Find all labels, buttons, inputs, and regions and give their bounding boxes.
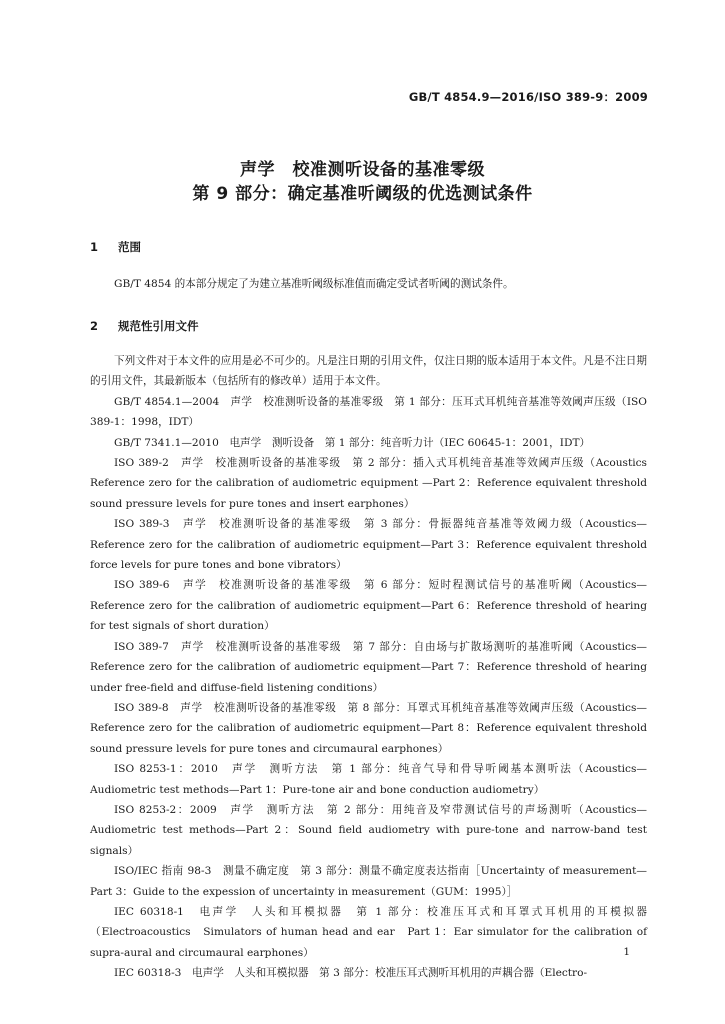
reference-entry: ISO 389-3 声学 校准测听设备的基准零级 第 3 部分：骨振器纯音基准等效阈力级（Acoustics—Reference zero for the calibration of audiometric equipment—Part 3：Reference equivalent threshold force levels for pure tones and bone vibrators） — [90, 518, 647, 572]
reference-entry: ISO 389-7 声学 校准测听设备的基准零级 第 7 部分：自由场与扩散场测听的基准听阈（Acoustics—Reference zero for the calibration of audiometric equipment—Part 7：Reference threshold of hearing under free-field and diffuse-field listening conditions） — [90, 640, 647, 694]
page-number: 1 — [623, 946, 630, 958]
standard-code: GB/T 4854.9—2016/ISO 389-9：2009 — [408, 90, 648, 104]
section-number: 2 — [90, 319, 99, 333]
reference-entry: ISO/IEC 指南 98-3 测量不确定度 第 3 部分：测量不确定度表达指南［Uncertainty of measurement—Part 3：Guide to the expession of uncertainty in measurement（GUM：1995）］ — [90, 865, 647, 898]
reference-entry: ISO 389-2 声学 校准测听设备的基准零级 第 2 部分：插入式耳机纯音基准等效阈声压级（Acoustics Reference zero for the calibration of audiometric equipment —Part 2：Reference equivalent threshold sound pressure levels for pure tones and insert earphones） — [90, 457, 658, 510]
paragraph: 下列文件对于本文件的应用是必不可少的。凡是注日期的引用文件，仅注日期的版本适用于本文件。凡是不注日期的引用文件，其最新版本（包括所有的修改单）适用于本文件。 — [90, 355, 647, 388]
document-title-line-1: 声学 校准测听设备的基准零级 — [240, 160, 485, 180]
section-1-heading — [90, 239, 141, 255]
section-1-body — [90, 274, 647, 294]
section-title: 范围 — [118, 240, 141, 254]
reference-entry: IEC 60318-1 电声学 人头和耳模拟器 第 1 部分：校准压耳式和耳罩式耳机用的耳模拟器（Electroacoustics Simulators of human head and ear Part 1：Ear simulator for the calibration of supra-aural and circumaural earphones） — [90, 905, 647, 959]
reference-entry: IEC 60318-3 电声学 人头和耳模拟器 第 3 部分：校准压耳式测听耳机用的声耦合器（Electro- — [114, 967, 588, 980]
reference-entry: ISO 8253-1：2010 声学 测听方法 第 1 部分：纯音气导和骨导听阈基本测听法（Acoustics—Audiometric test methods—Part 1：Pure-tone air and bone conduction audiometry） — [90, 763, 647, 796]
section-2-heading — [90, 318, 199, 334]
reference-entry: ISO 389-6 声学 校准测听设备的基准零级 第 6 部分：短时程测试信号的基准听阈（Acoustics—Reference zero for the calibration of audiometric equipment—Part 6：Reference threshold of hearing for test signals of short duration） — [90, 579, 647, 633]
reference-entry: ISO 389-8 声学 校准测听设备的基准零级 第 8 部分：耳罩式耳机纯音基准等效阈声压级（Acoustics—Reference zero for the calibration of audiometric equipment—Part 8：Reference equivalent threshold sound pressure levels for pure tones and circumaural earphones） — [90, 701, 647, 755]
section-2-body — [90, 351, 658, 984]
document-title-line-2: 第 9 部分：确定基准听阈级的优选测试条件 — [192, 184, 533, 204]
reference-entry: ISO 8253-2：2009 声学 测听方法 第 2 部分：用纯音及窄带测试信号的声场测听（Acoustics—Audiometric test methods—Part 2：Sound field audiometry with pure-tone and narrow-band test signals） — [90, 803, 647, 857]
section-number: 1 — [90, 240, 99, 254]
reference-entry: GB/T 4854.1—2004 声学 校准测听设备的基准零级 第 1 部分：压耳式耳机纯音基准等效阈声压级（ISO 389-1：1998，IDT） — [90, 395, 647, 429]
reference-entry: GB/T 7341.1—2010 电声学 测听设备 第 1 部分：纯音听力计（IEC 60645-1：2001，IDT） — [114, 436, 591, 449]
section-title: 规范性引用文件 — [118, 319, 199, 333]
paragraph: GB/T 4854 的本部分规定了为建立基准听阈级标准值而确定受试者听阈的测试条件。 — [114, 278, 514, 290]
